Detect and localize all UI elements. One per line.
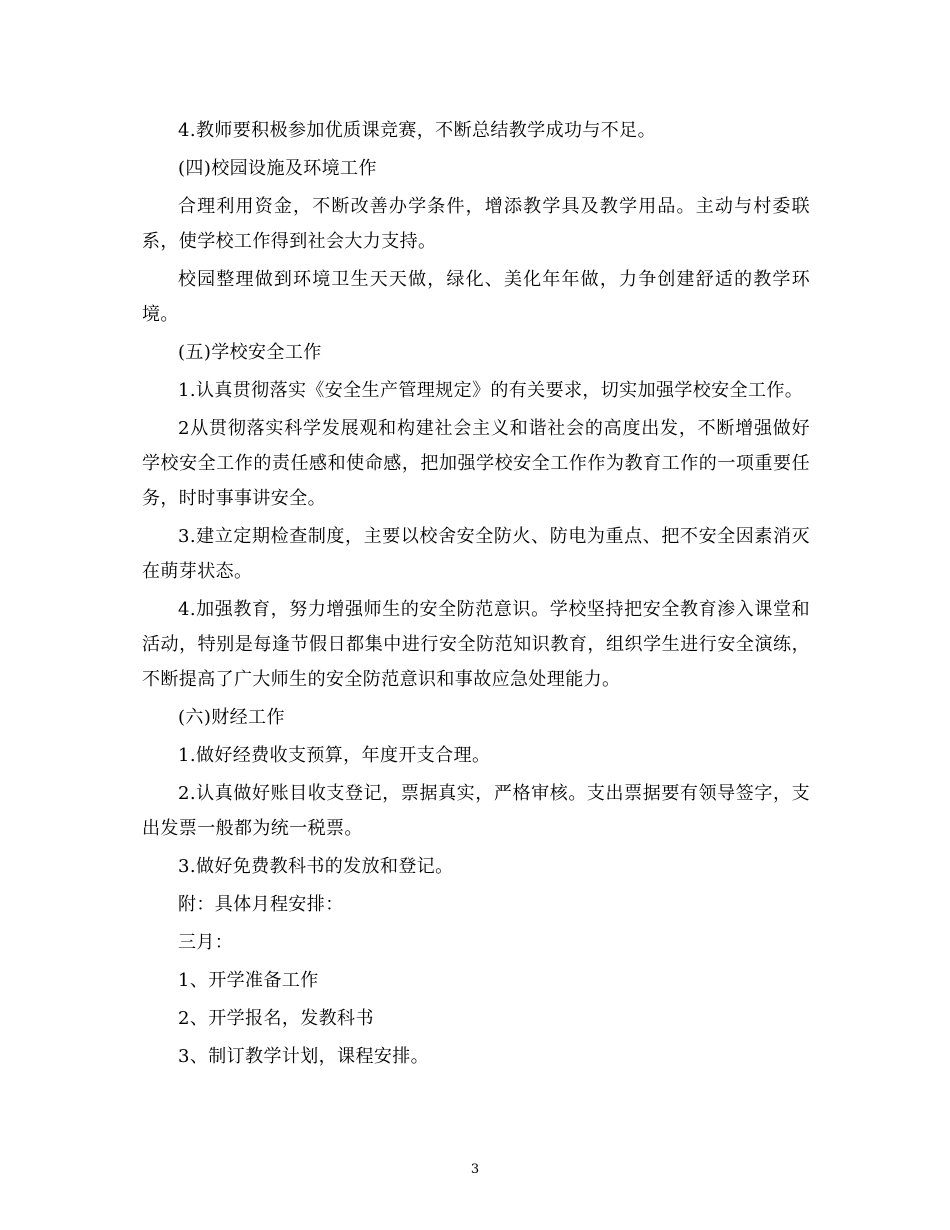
paragraph-month-march: 三月：: [178, 932, 234, 953]
paragraph-accounts: 2.认真做好账目收支登记，票据真实，严格审核。支出票据要有领导签字，支出发票一般都为统一税票。: [142, 783, 810, 839]
paragraph-free-textbooks: 3.做好免费教科书的发放和登记。: [178, 856, 454, 877]
paragraph-teacher-competition: 4.教师要积极参加优质课竞赛，不断总结教学成功与不足。: [178, 120, 656, 141]
paragraph-safety-responsibility: 2从贯彻落实科学发展观和构建社会主义和谐社会的高度出发，不断增强做好学校安全工作的责任感和使命感，把加强学校安全工作作为教育工作的一项重要任务，时时事事讲安全。: [142, 418, 810, 509]
document-body: [142, 113, 810, 1077]
paragraph-appendix-schedule: 附：具体月程安排：: [178, 894, 344, 915]
list-item-registration: 2、开学报名，发教科书: [178, 1008, 374, 1029]
paragraph-campus-environment: 校园整理做到环境卫生天天做，绿化、美化年年做，力争创建舒适的教学环境。: [142, 269, 810, 325]
section-heading-campus-facilities: (四)校园设施及环境工作: [178, 158, 377, 179]
paragraph-safety-education: 4.加强教育，努力增强师生的安全防范意识。学校坚持把安全教育渗入课堂和活动，特别是每逢节假日都集中进行安全防范知识教育，组织学生进行安全演练，不断提高了广大师生的安全防范意识和事故应急处理能力。: [142, 599, 810, 690]
paragraph-safety-regulations: 1.认真贯彻落实《安全生产管理规定》的有关要求，切实加强学校安全工作。: [178, 380, 804, 401]
paragraph-budget: 1.做好经费收支预算，年度开支合理。: [178, 745, 491, 766]
paragraph-inspection-system: 3.建立定期检查制度，主要以校舍安全防火、防电为重点、把不安全因素消灭在萌芽状态。: [142, 526, 810, 582]
section-heading-school-safety: (五)学校安全工作: [178, 342, 322, 363]
section-heading-finance: (六)财经工作: [178, 707, 285, 728]
list-item-teaching-plan: 3、制订教学计划，课程安排。: [178, 1046, 430, 1067]
page-number: 3: [470, 1162, 480, 1177]
paragraph-funding: 合理利用资金，不断改善办学条件，增添教学具及教学用品。主动与村委联系，使学校工作得到社会大力支持。: [142, 196, 810, 252]
list-item-preparation: 1、开学准备工作: [178, 970, 319, 991]
